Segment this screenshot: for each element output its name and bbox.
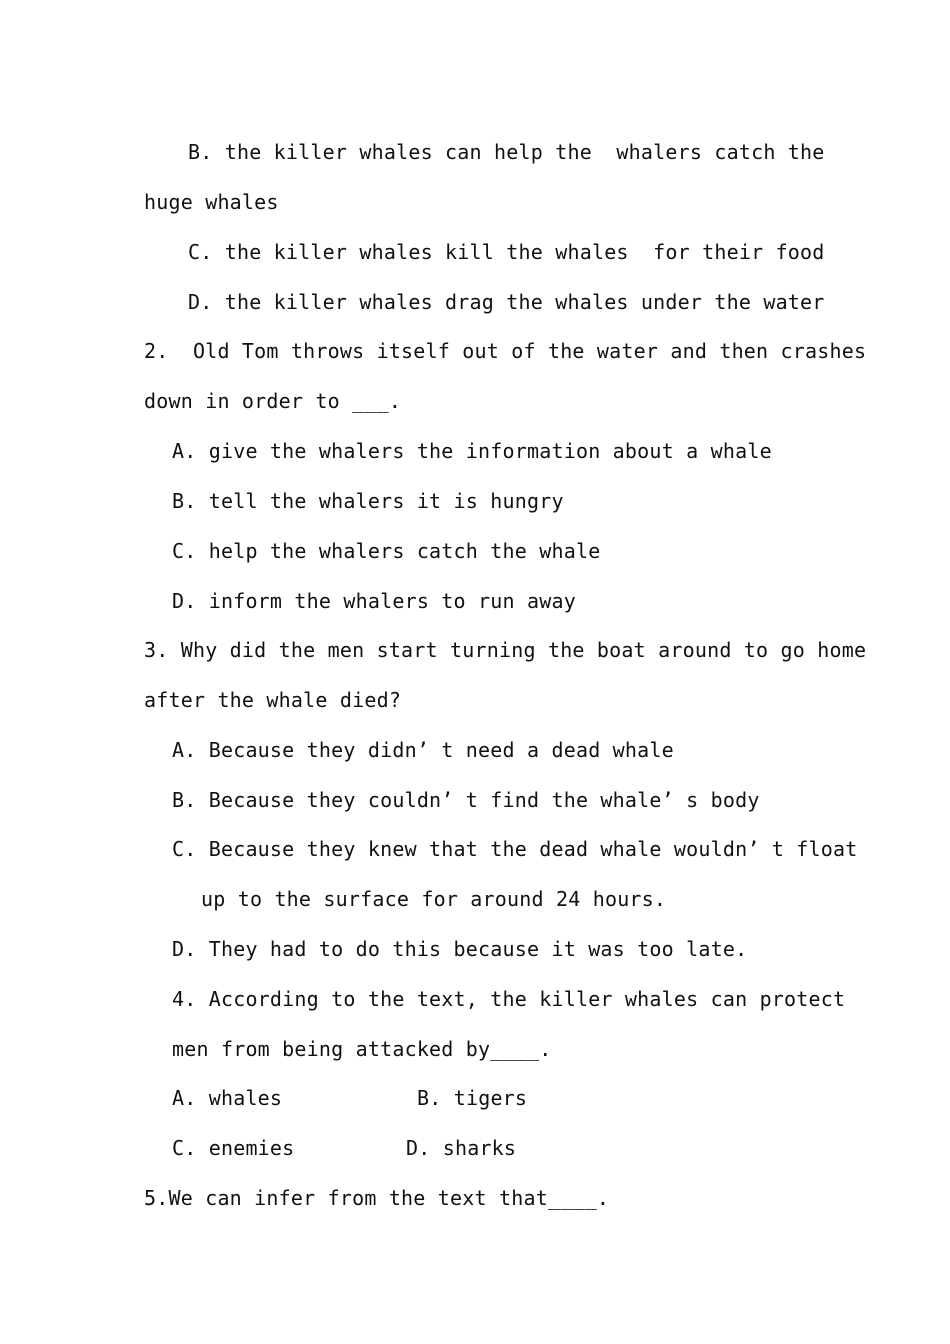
q1-option-c: C. the killer whales kill the whales for their food: [188, 240, 825, 264]
q4-option-b: B. tigers: [417, 1086, 528, 1110]
q2-option-b: B. tell the whalers it is hungry: [172, 489, 564, 513]
q4-stem-line1: 4. According to the text, the killer whales can protect: [172, 987, 846, 1011]
q2-option-a: A. give the whalers the information about a whale: [172, 439, 772, 463]
q2-option-d: D. inform the whalers to run away: [172, 589, 576, 613]
q3-stem-line2: after the whale died?: [144, 688, 402, 712]
q4-stem-line2: men from being attacked by____.: [172, 1037, 552, 1061]
q3-option-a: A. Because they didn’ t need a dead whale: [172, 738, 674, 762]
q1-option-d: D. the killer whales drag the whales under the water: [188, 290, 825, 314]
q4-option-d: D. sharks: [406, 1136, 517, 1160]
q1-option-b-line2: huge whales: [144, 190, 279, 214]
q4-option-c: C. enemies: [172, 1136, 295, 1160]
q2-option-c: C. help the whalers catch the whale: [172, 539, 601, 563]
q3-option-c-line1: C. Because they knew that the dead whale wouldn’ t float: [172, 837, 858, 861]
q3-option-b: B. Because they couldn’ t find the whale’ s body: [172, 788, 760, 812]
q2-stem-line2: down in order to ___.: [144, 389, 402, 413]
q1-option-b-line1: B. the killer whales can help the whalers catch the: [188, 140, 825, 164]
q5-stem: 5.We can infer from the text that____.: [144, 1186, 610, 1210]
q3-stem-line1: 3. Why did the men start turning the boat around to go home: [144, 638, 867, 662]
q2-stem-line1: 2. Old Tom throws itself out of the water and then crashes: [144, 339, 867, 363]
q4-option-a: A. whales: [172, 1086, 283, 1110]
q3-option-d: D. They had to do this because it was too late.: [172, 937, 748, 961]
q3-option-c-line2: up to the surface for around 24 hours.: [201, 887, 667, 911]
